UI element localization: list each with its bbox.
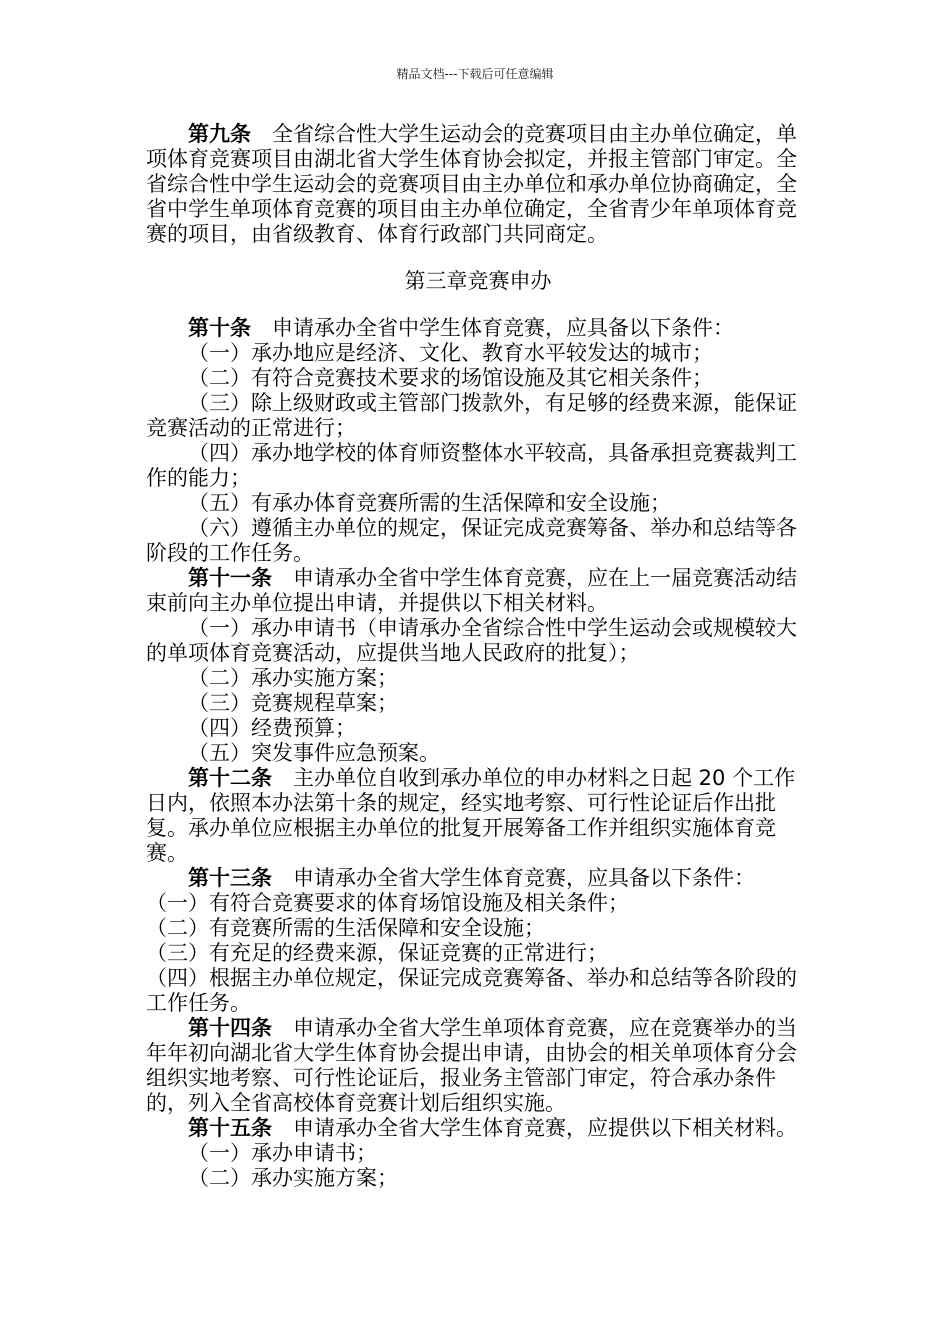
article-11-text: 申请承办全省中学生体育竞赛，应在上一届竞赛活动结束前向主办单位提出申请，并提供以下相关材料。	[146, 566, 797, 615]
article-12	[146, 766, 810, 866]
article-11-item: （四）经费预算；	[188, 716, 356, 740]
article-10-item: （一）承办地应是经济、文化、教育水平较发达的城市；	[188, 341, 713, 365]
article-10-item: （四）承办地学校的体育师资整体水平较高，具备承担竞赛裁判工作的能力；	[146, 441, 797, 490]
article-13-label: 第十三条	[188, 866, 272, 890]
article-15-label: 第十五条	[188, 1116, 272, 1140]
article-12-text: 主办单位自收到承办单位的申办材料之日起 20 个工作日内，依照本办法第十条的规定，经实地考察、可行性论证后作出批复。承办单位应根据主办单位的批复开展筹备工作并组织实施体育竞赛。	[146, 766, 796, 865]
article-13-item: （一）有符合竞赛要求的体育场馆设施及相关条件；	[146, 891, 629, 915]
article-13-item: （二）有竞赛所需的生活保障和安全设施；	[146, 916, 545, 940]
article-12-label: 第十二条	[188, 766, 272, 790]
article-11-item: （二）承办实施方案；	[188, 666, 398, 690]
article-11-item: （三）竞赛规程草案；	[188, 691, 398, 715]
article-14-label: 第十四条	[188, 1016, 272, 1040]
article-10-item: （五）有承办体育竞赛所需的生活保障和安全设施；	[188, 491, 671, 515]
article-13-item: （四）根据主办单位规定，保证完成竞赛筹备、举办和总结等各阶段的工作任务。	[146, 966, 797, 1015]
page-header: 精品文档---下载后可任意编辑	[396, 67, 554, 81]
article-9-text: 全省综合性大学生运动会的竞赛项目由主办单位确定，单项体育竞赛项目由湖北省大学生体育协会拟定，并报主管部门审定。全省综合性中学生运动会的竞赛项目由主办单位和承办单位协商确定，全省中学生单项体育竞赛的项目由主办单位确定，全省青少年单项体育竞赛的项目，由省级教育、体育行政部门共同商定。	[146, 122, 797, 246]
article-10-item: （六）遵循主办单位的规定，保证完成竞赛筹备、举办和总结等各阶段的工作任务。	[146, 516, 797, 565]
article-15-item: （一）承办申请书；	[188, 1141, 377, 1165]
article-13-text: 申请承办全省大学生体育竞赛，应具备以下条件：	[293, 866, 755, 890]
article-13-item: （三）有充足的经费来源，保证竞赛的正常进行；	[146, 941, 608, 965]
article-11	[146, 566, 810, 616]
article-11-label: 第十一条	[188, 566, 272, 590]
article-10-item: （三）除上级财政或主管部门拨款外，有足够的经费来源，能保证竞赛活动的正常进行；	[146, 391, 797, 440]
document-body	[146, 122, 810, 1191]
article-13	[146, 866, 810, 891]
article-9	[146, 122, 810, 247]
article-11-item: （五）突发事件应急预案。	[188, 741, 440, 765]
article-9-label: 第九条	[188, 122, 251, 146]
article-10-item: （二）有符合竞赛技术要求的场馆设施及其它相关条件；	[188, 366, 713, 390]
article-11-item: （一）承办申请书（申请承办全省综合性中学生运动会或规模较大的单项体育竞赛活动，应提供当地人民政府的批复）；	[146, 616, 797, 665]
article-14-text: 申请承办全省大学生单项体育竞赛，应在竞赛举办的当年年初向湖北省大学生体育协会提出申请，由协会的相关单项体育分会组织实地考察、可行性论证后，报业务主管部门审定，符合承办条件的，列入全省高校体育竞赛计划后组织实施。	[146, 1016, 797, 1115]
chapter-3-title: 第三章竞赛申办	[404, 269, 552, 293]
article-10-label: 第十条	[188, 316, 251, 340]
article-10	[146, 316, 810, 341]
article-10-text: 申请承办全省中学生体育竞赛，应具备以下条件：	[272, 316, 734, 340]
article-15-item: （二）承办实施方案；	[188, 1166, 398, 1190]
article-15	[146, 1116, 810, 1141]
article-14	[146, 1016, 810, 1116]
article-15-text: 申请承办全省大学生体育竞赛，应提供以下相关材料。	[293, 1116, 797, 1140]
